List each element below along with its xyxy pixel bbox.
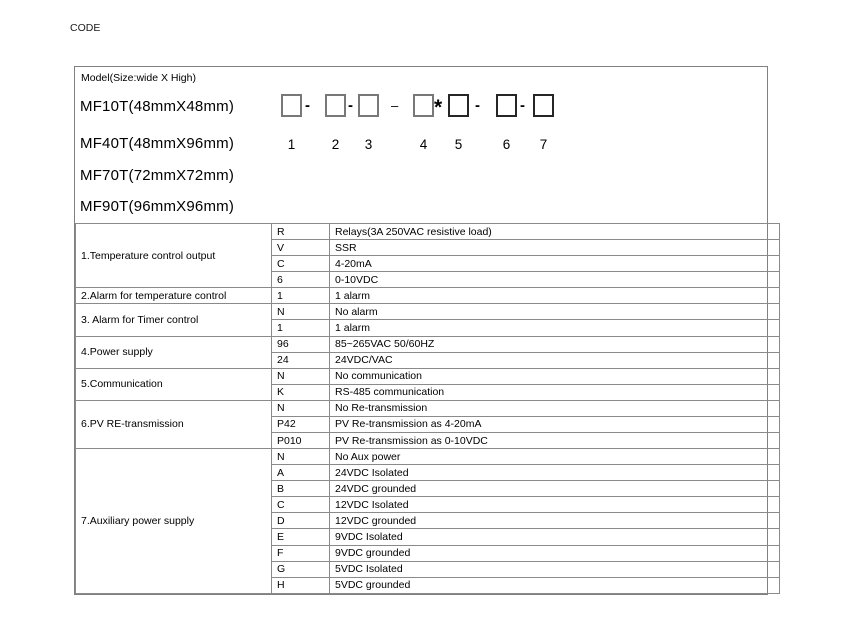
model-name: MF90T(96mmX96mm) — [80, 198, 235, 215]
option-code: 1 — [272, 288, 330, 304]
option-description: 24VDC/VAC — [330, 352, 780, 368]
option-description: RS-485 communication — [330, 384, 780, 400]
code-box — [358, 94, 379, 117]
code-box — [413, 94, 434, 117]
spec-table-body — [76, 224, 780, 594]
option-code: N — [272, 368, 330, 384]
option-description: 85~265VAC 50/60HZ — [330, 336, 780, 352]
option-description: 24VDC grounded — [330, 481, 780, 497]
spec-row — [76, 368, 780, 384]
option-description: No communication — [330, 368, 780, 384]
spec-group-label: 3. Alarm for Timer control — [76, 304, 272, 336]
option-code: V — [272, 240, 330, 256]
model-name: MF70T(72mmX72mm) — [80, 167, 235, 184]
option-code: 1 — [272, 320, 330, 336]
position-number: 4 — [419, 137, 428, 152]
code-separator: - — [305, 97, 310, 114]
option-code: C — [272, 497, 330, 513]
ordering-code-table — [74, 66, 768, 595]
code-separator: - — [520, 97, 525, 114]
option-description: 1 alarm — [330, 320, 780, 336]
spec-group-label: 7.Auxiliary power supply — [76, 449, 272, 594]
code-box — [448, 94, 469, 117]
option-description: PV Re-transmission as 0-10VDC — [330, 433, 780, 449]
spec-table — [75, 223, 780, 594]
spec-row — [76, 224, 780, 240]
option-code: K — [272, 384, 330, 400]
option-code: C — [272, 256, 330, 272]
spec-group-label: 5.Communication — [76, 368, 272, 400]
option-description: 1 alarm — [330, 288, 780, 304]
spec-row — [76, 449, 780, 465]
option-description: 4-20mA — [330, 256, 780, 272]
option-code: 6 — [272, 272, 330, 288]
spec-row — [76, 304, 780, 320]
spec-group-label: 2.Alarm for temperature control — [76, 288, 272, 304]
code-separator: - — [475, 97, 480, 114]
model-header-section — [75, 67, 767, 223]
option-code: E — [272, 529, 330, 545]
option-description: 9VDC grounded — [330, 545, 780, 561]
option-code: F — [272, 545, 330, 561]
spec-row — [76, 400, 780, 416]
code-box — [496, 94, 517, 117]
spec-row — [76, 288, 780, 304]
option-code: G — [272, 561, 330, 577]
option-code: 24 — [272, 352, 330, 368]
option-code: P010 — [272, 433, 330, 449]
option-description: 24VDC Isolated — [330, 465, 780, 481]
code-box — [325, 94, 346, 117]
code-separator: * — [434, 96, 443, 119]
model-name: MF10T(48mmX48mm) — [80, 98, 235, 115]
spec-group-label: 1.Temperature control output — [76, 224, 272, 288]
spec-group-label: 6.PV RE-transmission — [76, 400, 272, 448]
option-description: No Aux power — [330, 449, 780, 465]
option-code: N — [272, 449, 330, 465]
code-separator: – — [391, 98, 399, 113]
option-description: 12VDC grounded — [330, 513, 780, 529]
option-description: 5VDC grounded — [330, 577, 780, 593]
model-header-label: Model(Size:wide X High) — [81, 72, 196, 84]
option-code: N — [272, 304, 330, 320]
position-number: 3 — [364, 137, 373, 152]
option-code: H — [272, 577, 330, 593]
option-code: D — [272, 513, 330, 529]
page-title: CODE — [70, 22, 101, 34]
option-description: 12VDC Isolated — [330, 497, 780, 513]
option-code: R — [272, 224, 330, 240]
option-description: No alarm — [330, 304, 780, 320]
code-separator: - — [348, 97, 353, 114]
option-description: 0-10VDC — [330, 272, 780, 288]
code-box — [281, 94, 302, 117]
option-description: Relays(3A 250VAC resistive load) — [330, 224, 780, 240]
spec-row — [76, 336, 780, 352]
spec-group-label: 4.Power supply — [76, 336, 272, 368]
position-number: 5 — [454, 137, 463, 152]
option-description: PV Re-transmission as 4-20mA — [330, 416, 780, 432]
option-description: 9VDC Isolated — [330, 529, 780, 545]
model-name: MF40T(48mmX96mm) — [80, 135, 235, 152]
option-description: 5VDC Isolated — [330, 561, 780, 577]
code-box — [533, 94, 554, 117]
position-number: 7 — [539, 137, 548, 152]
position-number: 6 — [502, 137, 511, 152]
option-code: N — [272, 400, 330, 416]
position-number: 2 — [331, 137, 340, 152]
option-code: B — [272, 481, 330, 497]
option-code: 96 — [272, 336, 330, 352]
option-description: SSR — [330, 240, 780, 256]
option-code: A — [272, 465, 330, 481]
position-number: 1 — [287, 137, 296, 152]
option-code: P42 — [272, 416, 330, 432]
option-description: No Re-transmission — [330, 400, 780, 416]
